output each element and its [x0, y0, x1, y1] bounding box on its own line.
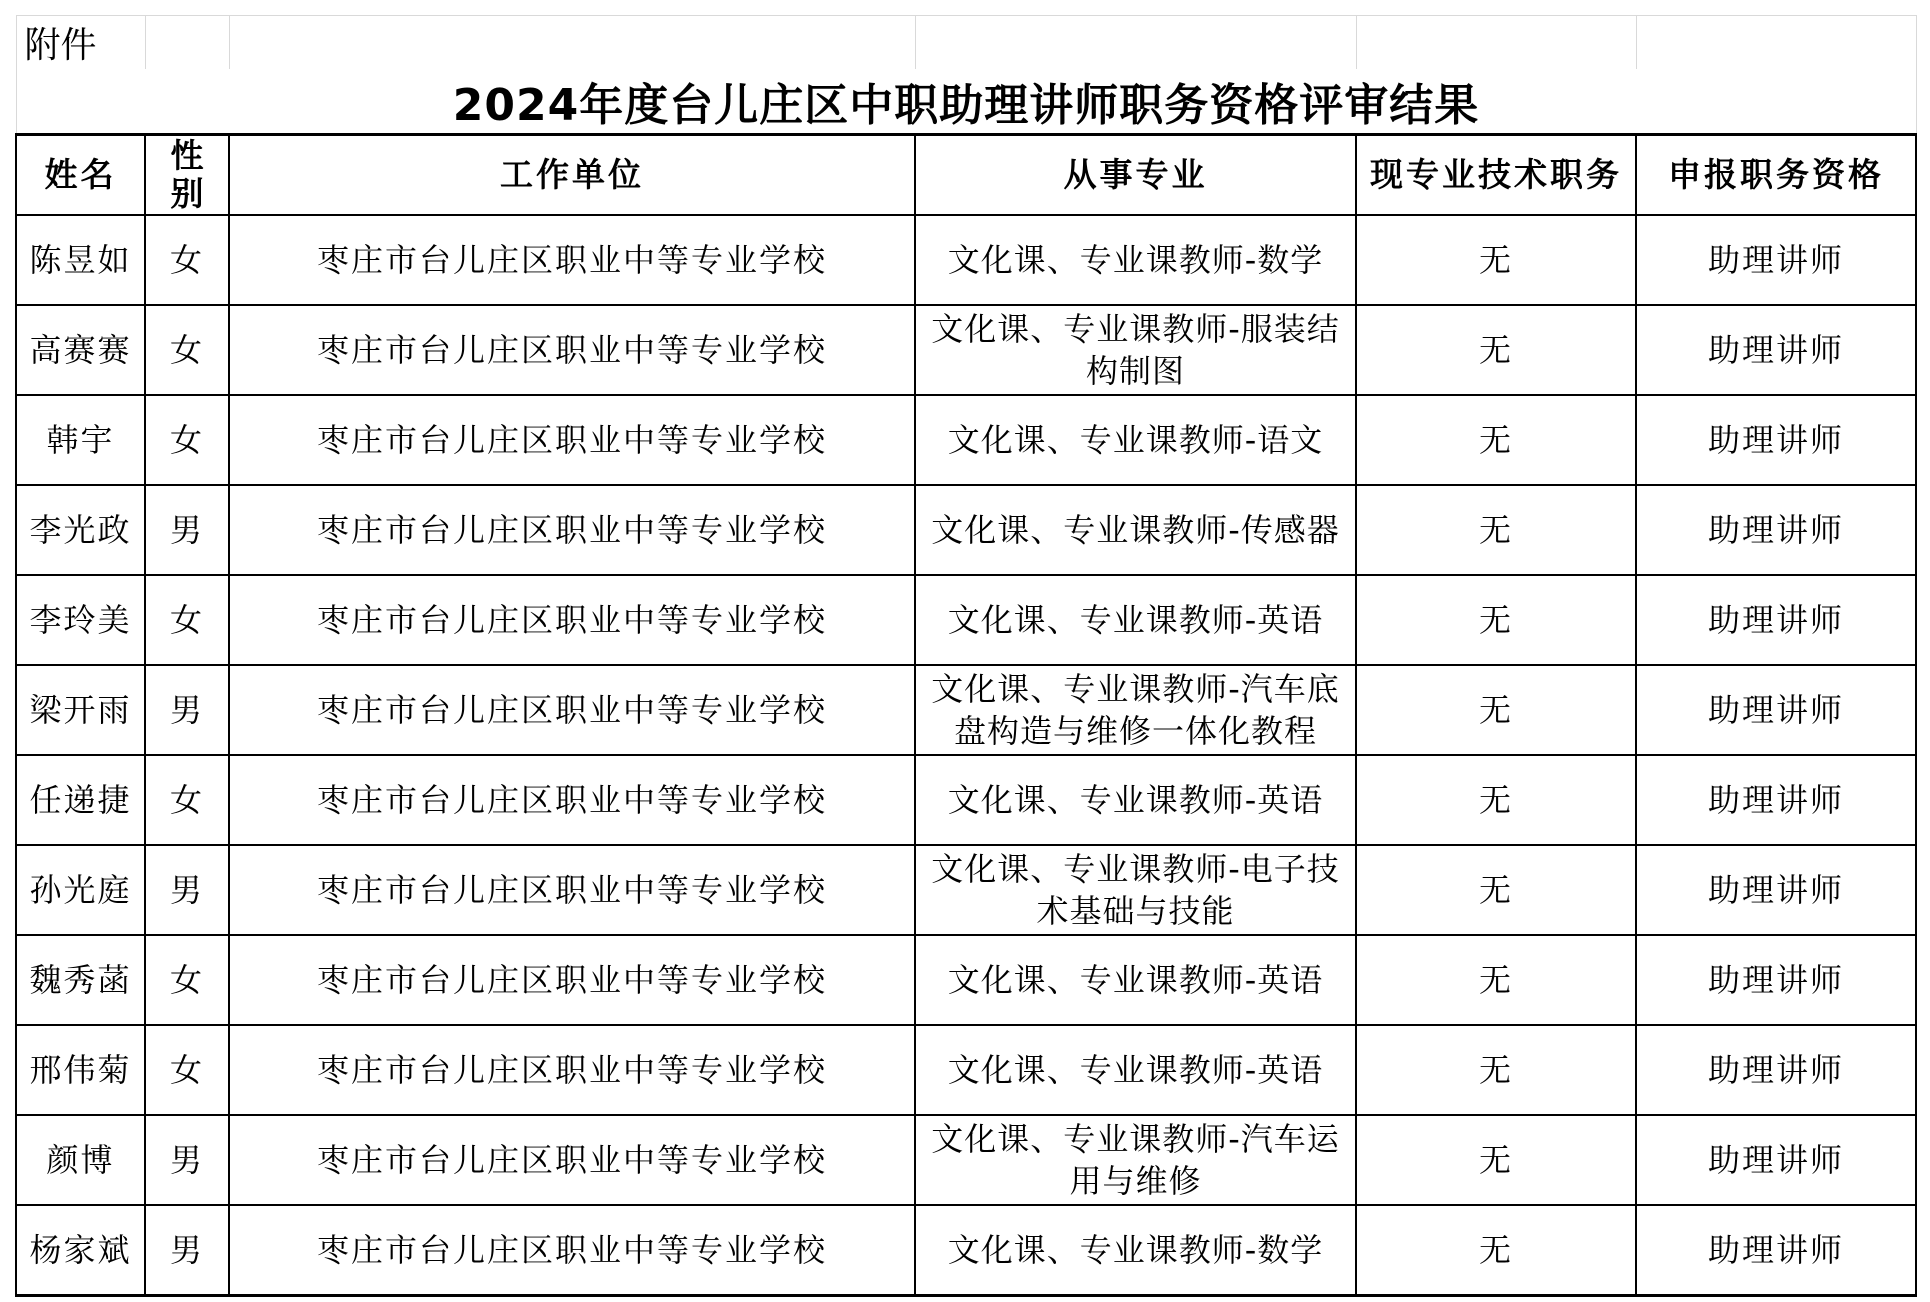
- cell-name: 高赛赛: [16, 305, 145, 395]
- page-title: 2024年度台儿庄区中职助理讲师职务资格评审结果: [16, 69, 1916, 135]
- cell-unit: 枣庄市台儿庄区职业中等专业学校: [229, 1115, 915, 1205]
- header-major: 从事专业: [915, 135, 1356, 216]
- cell-gender: 男: [145, 1205, 229, 1296]
- cell-gender: 男: [145, 845, 229, 935]
- header-gender-text: 性别: [170, 136, 204, 213]
- cell-apply-title: 助理讲师: [1636, 1205, 1916, 1296]
- cell-major: 文化课、专业课教师-英语: [915, 575, 1356, 665]
- header-gender: [145, 135, 229, 216]
- cell-major: 文化课、专业课教师-数学: [915, 1205, 1356, 1296]
- cell-name: 陈昱如: [16, 215, 145, 305]
- cell-apply-title: 助理讲师: [1636, 575, 1916, 665]
- cell-name: 孙光庭: [16, 845, 145, 935]
- header-name: 姓名: [16, 135, 145, 216]
- cell-current-title: 无: [1356, 305, 1636, 395]
- cell-name: 魏秀菡: [16, 935, 145, 1025]
- cell-name: 梁开雨: [16, 665, 145, 755]
- cell-gender: 女: [145, 755, 229, 845]
- cell-current-title: 无: [1356, 215, 1636, 305]
- cell-current-title: 无: [1356, 395, 1636, 485]
- cell-apply-title: 助理讲师: [1636, 395, 1916, 485]
- table-row: [16, 215, 1916, 305]
- cell-unit: 枣庄市台儿庄区职业中等专业学校: [229, 755, 915, 845]
- cell-current-title: 无: [1356, 1205, 1636, 1296]
- cell-unit: 枣庄市台儿庄区职业中等专业学校: [229, 575, 915, 665]
- cell-gender: 女: [145, 935, 229, 1025]
- cell-name: 李光政: [16, 485, 145, 575]
- cell-unit: 枣庄市台儿庄区职业中等专业学校: [229, 215, 915, 305]
- table-row: [16, 665, 1916, 755]
- cell-unit: 枣庄市台儿庄区职业中等专业学校: [229, 665, 915, 755]
- table-row: [16, 575, 1916, 665]
- cell-major: 文化课、专业课教师-电子技术基础与技能: [915, 845, 1356, 935]
- cell-name: 邢伟菊: [16, 1025, 145, 1115]
- table-row: [16, 1205, 1916, 1296]
- cell-apply-title: 助理讲师: [1636, 845, 1916, 935]
- header-unit: 工作单位: [229, 135, 915, 216]
- cell-unit: 枣庄市台儿庄区职业中等专业学校: [229, 935, 915, 1025]
- cell-current-title: 无: [1356, 485, 1636, 575]
- cell-major: 文化课、专业课教师-英语: [915, 935, 1356, 1025]
- table-row: [16, 935, 1916, 1025]
- cell-major: 文化课、专业课教师-英语: [915, 1025, 1356, 1115]
- cell-major: 文化课、专业课教师-服装结构制图: [915, 305, 1356, 395]
- cell-current-title: 无: [1356, 935, 1636, 1025]
- cell-major: 文化课、专业课教师-语文: [915, 395, 1356, 485]
- result-sheet: [15, 15, 1915, 1297]
- cell-name: 颜博: [16, 1115, 145, 1205]
- cell-unit: 枣庄市台儿庄区职业中等专业学校: [229, 1205, 915, 1296]
- cell-unit: 枣庄市台儿庄区职业中等专业学校: [229, 845, 915, 935]
- cell-major: 文化课、专业课教师-汽车底盘构造与维修一体化教程: [915, 665, 1356, 755]
- table-row: [16, 305, 1916, 395]
- cell-major: 文化课、专业课教师-英语: [915, 755, 1356, 845]
- cell-gender: 女: [145, 305, 229, 395]
- cell-name: 任递捷: [16, 755, 145, 845]
- cell-current-title: 无: [1356, 1025, 1636, 1115]
- cell-name: 韩宇: [16, 395, 145, 485]
- cell-gender: 女: [145, 215, 229, 305]
- cell-current-title: 无: [1356, 845, 1636, 935]
- cell-major: 文化课、专业课教师-汽车运用与维修: [915, 1115, 1356, 1205]
- cell-name: 杨家斌: [16, 1205, 145, 1296]
- cell-apply-title: 助理讲师: [1636, 485, 1916, 575]
- cell-unit: 枣庄市台儿庄区职业中等专业学校: [229, 395, 915, 485]
- cell-apply-title: 助理讲师: [1636, 215, 1916, 305]
- table-row: [16, 845, 1916, 935]
- title-row: [16, 69, 1916, 135]
- cell-gender: 男: [145, 485, 229, 575]
- table-row: [16, 485, 1916, 575]
- cell-apply-title: 助理讲师: [1636, 1025, 1916, 1115]
- table-row: [16, 395, 1916, 485]
- header-current-title: 现专业技术职务: [1356, 135, 1636, 216]
- cell-unit: 枣庄市台儿庄区职业中等专业学校: [229, 1025, 915, 1115]
- cell-current-title: 无: [1356, 755, 1636, 845]
- header-apply-title: 申报职务资格: [1636, 135, 1916, 216]
- cell-apply-title: 助理讲师: [1636, 1115, 1916, 1205]
- cell-major: 文化课、专业课教师-传感器: [915, 485, 1356, 575]
- cell-gender: 女: [145, 1025, 229, 1115]
- table-row: [16, 1025, 1916, 1115]
- cell-apply-title: 助理讲师: [1636, 755, 1916, 845]
- cell-current-title: 无: [1356, 665, 1636, 755]
- cell-gender: 女: [145, 395, 229, 485]
- table-header-row: [16, 135, 1916, 216]
- table-row: [16, 755, 1916, 845]
- cell-apply-title: 助理讲师: [1636, 305, 1916, 395]
- result-table: [15, 15, 1917, 1297]
- attachment-label: 附件: [16, 16, 145, 70]
- table-row: [16, 1115, 1916, 1205]
- cell-name: 李玲美: [16, 575, 145, 665]
- cell-unit: 枣庄市台儿庄区职业中等专业学校: [229, 485, 915, 575]
- cell-gender: 女: [145, 575, 229, 665]
- cell-current-title: 无: [1356, 1115, 1636, 1205]
- attachment-row: [16, 16, 1916, 70]
- cell-apply-title: 助理讲师: [1636, 665, 1916, 755]
- cell-apply-title: 助理讲师: [1636, 935, 1916, 1025]
- cell-gender: 男: [145, 1115, 229, 1205]
- cell-current-title: 无: [1356, 575, 1636, 665]
- cell-major: 文化课、专业课教师-数学: [915, 215, 1356, 305]
- cell-gender: 男: [145, 665, 229, 755]
- cell-unit: 枣庄市台儿庄区职业中等专业学校: [229, 305, 915, 395]
